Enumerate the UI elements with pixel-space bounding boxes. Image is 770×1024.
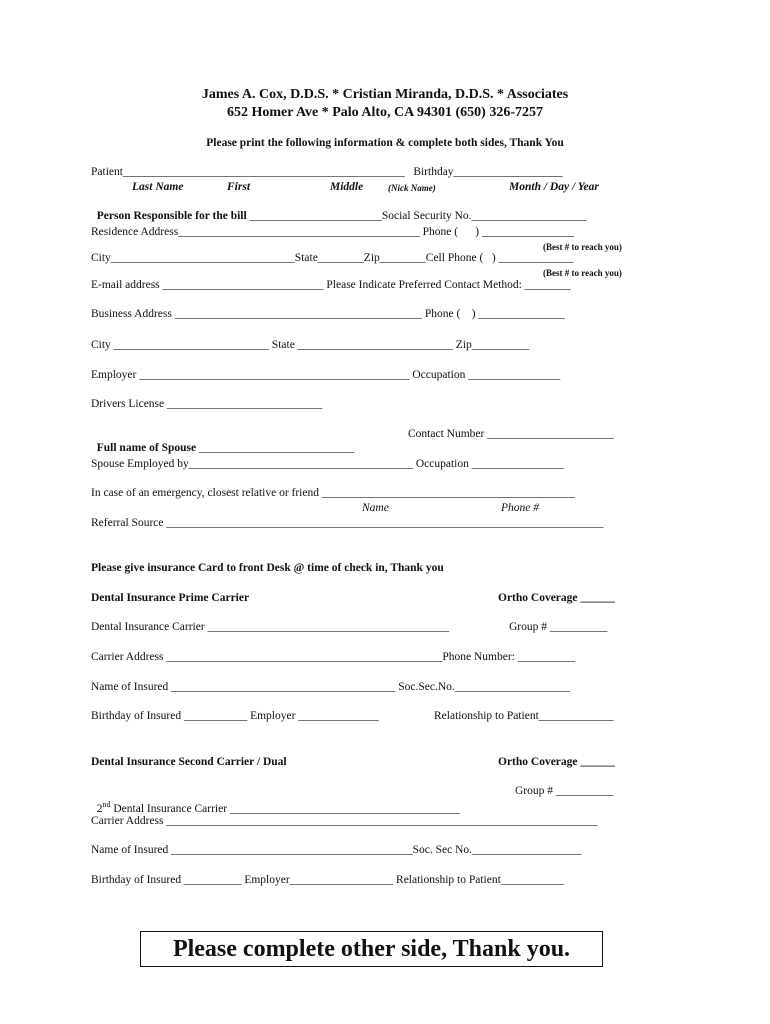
best-number-note-1: (Best # to reach you) <box>543 242 622 252</box>
ortho-coverage-field-2[interactable]: Ortho Coverage ______ <box>498 756 615 768</box>
complete-other-side-text: Please complete other side, Thank you. <box>172 936 571 962</box>
insurance-carrier-field-2[interactable] <box>91 784 460 816</box>
patient-first-caption: First <box>227 181 251 193</box>
patient-nickname-caption: (Nick Name) <box>388 183 436 193</box>
insurance-card-notice: Please give insurance Card to front Desk @ time of check in, Thank you <box>91 562 444 574</box>
emergency-contact-field[interactable]: In case of an emergency, closest relative or friend ____________________________________________ <box>91 487 575 499</box>
name-of-insured-field-1[interactable]: Name of Insured _______________________________________ Soc.Sec.No.____________________ <box>91 681 570 693</box>
email-field[interactable]: E-mail address ____________________________ Please Indicate Preferred Contact Method: ________ <box>91 279 571 291</box>
form-instruction: Please print the following information & complete both sides, Thank You <box>206 137 564 149</box>
referral-source-field[interactable]: Referral Source ____________________________________________________________________________ <box>91 517 604 529</box>
business-city-field[interactable]: City ___________________________ State ___________________________ Zip__________ <box>91 339 530 351</box>
second-carrier-heading: Dental Insurance Second Carrier / Dual <box>91 756 287 768</box>
spouse-employer-field[interactable]: Spouse Employed by_______________________________________ Occupation ________________ <box>91 458 564 470</box>
name-of-insured-field-2[interactable]: Name of Insured __________________________________________Soc. Sec No.___________________ <box>91 844 582 856</box>
birthday-format-caption: Month / Day / Year <box>509 181 599 193</box>
spouse-name-label: Full name of Spouse <box>96 442 197 454</box>
practice-name-line: James A. Cox, D.D.S. * Cristian Miranda, D.D.S. * Associates <box>201 87 569 102</box>
insurance-carrier-field-1[interactable]: Dental Insurance Carrier __________________________________________ <box>91 621 450 633</box>
responsible-party-line[interactable]: _______________________Social Security No.____________________ <box>246 210 587 222</box>
spouse-name-field[interactable] <box>91 427 354 455</box>
patient-last-name-caption: Last Name <box>132 181 184 193</box>
insured-birthday-employer-field-2[interactable]: Birthday of Insured __________ Employer__________________ Relationship to Patient___________ <box>91 874 565 886</box>
carrier-ordinal: 2 <box>96 802 103 815</box>
responsible-party-field[interactable] <box>91 195 587 223</box>
group-number-field-2[interactable]: Group # __________ <box>515 785 614 797</box>
patient-field[interactable]: Patient_________________________________________________ Birthday___________________ <box>91 166 563 178</box>
drivers-license-field[interactable]: Drivers License ___________________________ <box>91 398 323 410</box>
carrier-ordinal-suffix: nd <box>102 800 111 809</box>
prime-carrier-heading: Dental Insurance Prime Carrier <box>91 592 250 604</box>
emergency-name-caption: Name <box>362 502 389 514</box>
employer-field[interactable]: Employer _______________________________________________ Occupation ________________ <box>91 369 561 381</box>
practice-address-line: 652 Homer Ave * Palo Alto, CA 94301 (650) 326-7257 <box>226 105 543 120</box>
responsible-party-label: Person Responsible for the bill <box>96 210 247 222</box>
insured-birthday-employer-field-1[interactable]: Birthday of Insured ___________ Employer ______________ <box>91 710 379 722</box>
patient-middle-caption: Middle <box>330 181 364 193</box>
business-address-field[interactable]: Business Address ___________________________________________ Phone ( ) _______________ <box>91 308 565 320</box>
group-number-field-1[interactable]: Group # __________ <box>509 621 608 633</box>
relationship-field-1[interactable]: Relationship to Patient_____________ <box>434 710 614 722</box>
city-state-zip-field[interactable]: City________________________________State________Zip________Cell Phone ( ) _____________ <box>91 252 574 264</box>
best-number-note-2: (Best # to reach you) <box>543 268 622 278</box>
residence-address-field[interactable]: Residence Address__________________________________________ Phone ( ) ________________ <box>91 226 574 238</box>
insurance-carrier-line-2[interactable]: Dental Insurance Carrier ________________________________________ <box>110 802 460 815</box>
contact-number-field[interactable]: Contact Number ______________________ <box>408 428 614 440</box>
ortho-coverage-field-1[interactable]: Ortho Coverage ______ <box>498 592 615 604</box>
spouse-name-line[interactable]: ___________________________ <box>196 442 355 454</box>
carrier-address-field-1[interactable]: Carrier Address ________________________________________________Phone Number: __________ <box>91 651 576 663</box>
carrier-address-field-2[interactable]: Carrier Address ___________________________________________________________________________ <box>91 815 598 827</box>
emergency-phone-caption: Phone # <box>501 502 540 514</box>
